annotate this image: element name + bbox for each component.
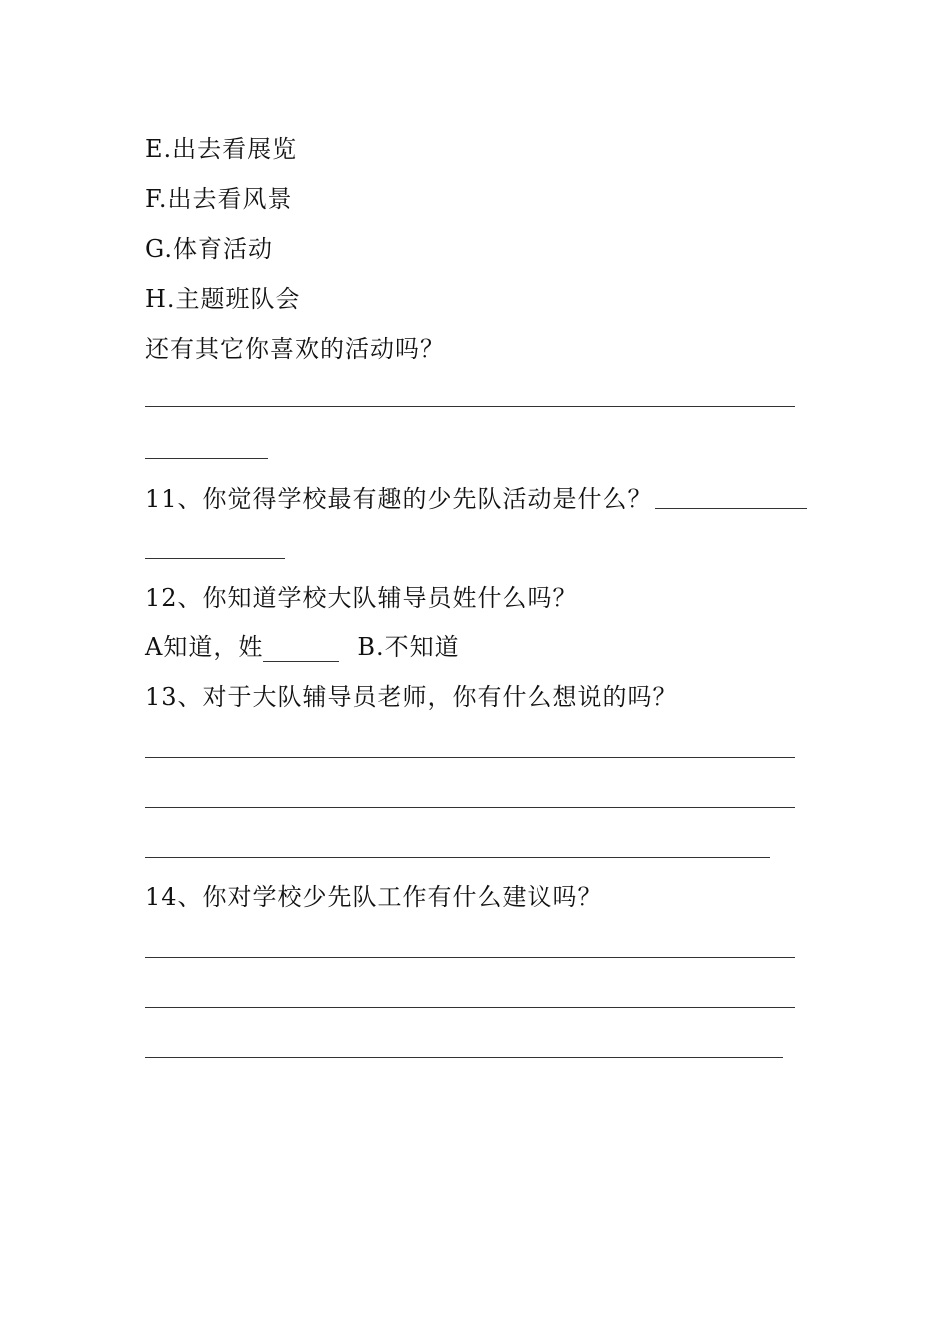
- question-other-activities: 还有其它你喜欢的活动吗？: [145, 335, 445, 363]
- answer-line: [145, 857, 770, 858]
- answer-line: [145, 406, 795, 407]
- option-f: F.出去看风景: [145, 185, 293, 213]
- answer-line: [145, 957, 795, 958]
- answer-line: [655, 508, 807, 509]
- option-b-dont-know: B.不知道: [357, 633, 460, 661]
- question-13: 13、对于大队辅导员老师，你有什么想说的吗？: [145, 683, 678, 711]
- answer-line: [145, 1057, 783, 1058]
- question-11-text: 11、你觉得学校最有趣的少先队活动是什么？: [145, 485, 653, 513]
- answer-line: [145, 807, 795, 808]
- answer-line: [145, 757, 795, 758]
- question-12: 12、你知道学校大队辅导员姓什么吗？: [145, 584, 578, 612]
- question-14: 14、你对学校少先队工作有什么建议吗？: [145, 883, 603, 911]
- option-e: E.出去看展览: [145, 135, 298, 163]
- option-h: H.主题班队会: [145, 285, 301, 313]
- option-g: G.体育活动: [145, 235, 273, 263]
- surname-blank: [263, 639, 339, 662]
- question-12-options: [145, 632, 460, 662]
- question-11: [145, 484, 653, 514]
- answer-line: [145, 558, 285, 559]
- option-a-know: A知道，姓: [145, 633, 264, 661]
- answer-line: [145, 458, 268, 459]
- answer-line: [145, 1007, 795, 1008]
